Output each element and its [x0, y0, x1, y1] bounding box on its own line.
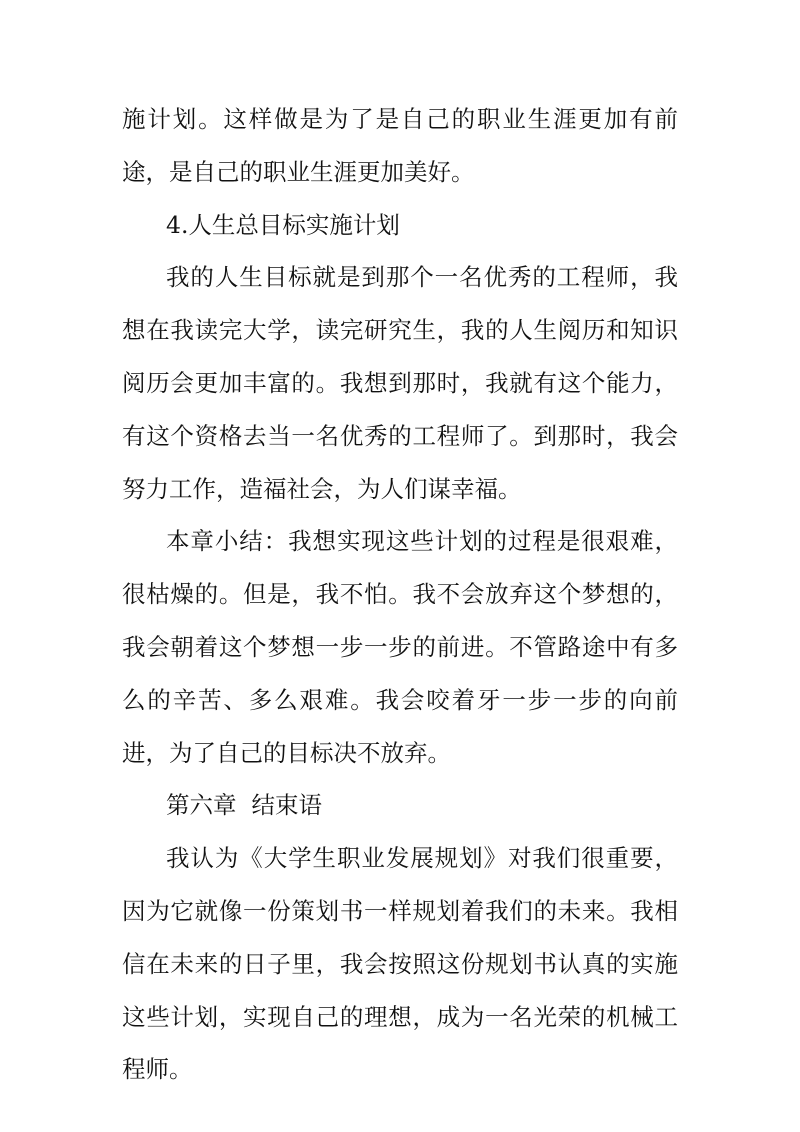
chapter-heading-conclusion: 第六章 结束语: [166, 791, 322, 820]
paragraph-continuation: 施计划。这样做是为了是自己的职业生涯更加有前途，是自己的职业生涯更加美好。: [122, 105, 678, 186]
paragraph-conclusion: 我认为《大学生职业发展规划》对我们很重要，因为它就像一份策划书一样规划着我们的未来。我相信在未来的日子里，我会按照这份规划书认真的实施这些计划，实现自己的理想，成为一名光荣的机械工程师。: [122, 844, 678, 1084]
paragraph-life-goal: 我的人生目标就是到那个一名优秀的工程师，我想在我读完大学，读完研究生，我的人生阅历和知识阅历会更加丰富的。我想到那时，我就有这个能力，有这个资格去当一名优秀的工程师了。到那时，我会努力工作，造福社会，为人们谋幸福。: [122, 263, 678, 503]
paragraph-chapter-summary: 本章小结：我想实现这些计划的过程是很艰难，很枯燥的。但是，我不怕。我不会放弃这个梦想的，我会朝着这个梦想一步一步的前进。不管路途中有多么的辛苦、多么艰难。我会咬着牙一步一步的向前进，为了自己的目标决不放弃。: [122, 527, 678, 767]
document-body: [122, 93, 678, 1096]
section-heading-life-goal: 4.人生总目标实施计划: [166, 210, 400, 239]
